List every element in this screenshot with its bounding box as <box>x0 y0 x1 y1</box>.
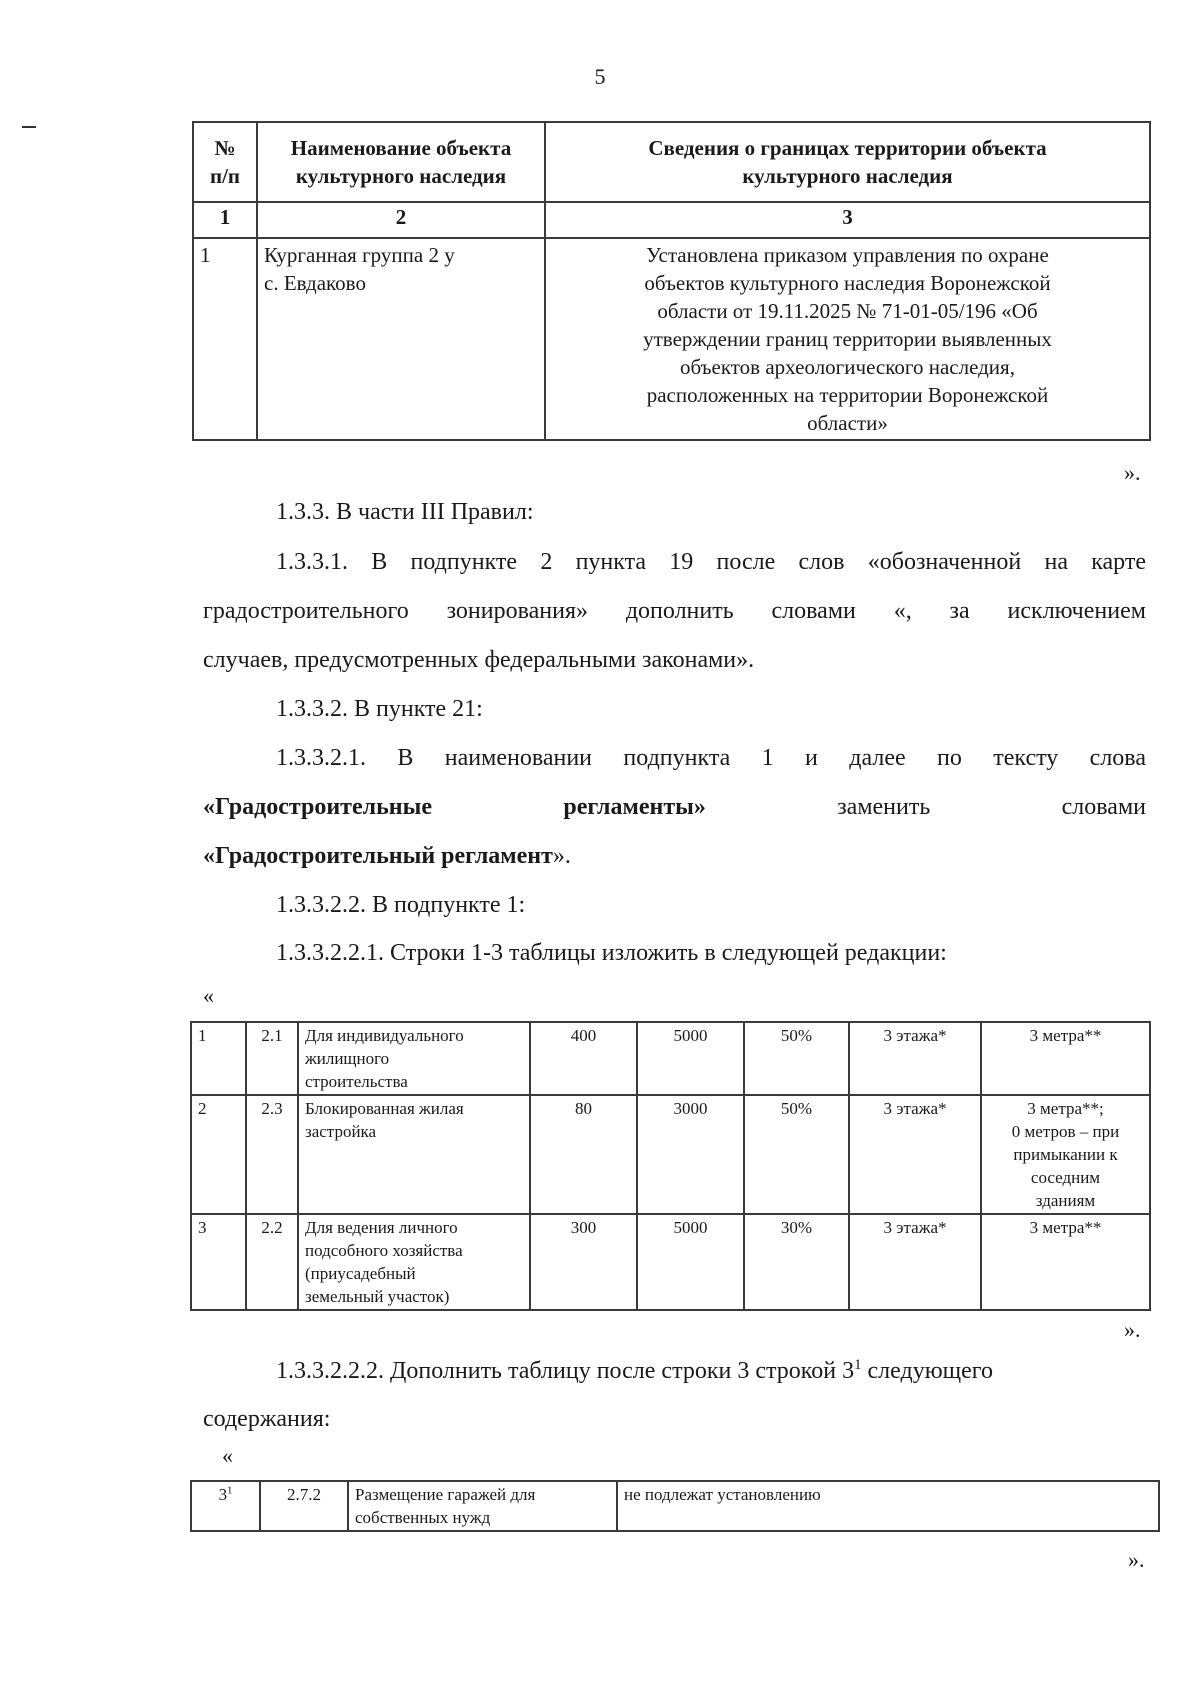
paragraph-1-3-3-2-2-2-line1: 1.3.3.2.2.2. Дополнить таблицу после строки 3 строкой $3^1$ следующего <box>276 1357 994 1384</box>
row-num: 2 <box>191 1095 246 1214</box>
margin-mark <box>22 126 36 128</box>
paragraph-1-3-3-2: 1.3.3.2. В пункте 21: <box>276 696 483 722</box>
use-name: Размещение гаражей для собственных нужд <box>348 1481 617 1531</box>
max-area: 5000 <box>637 1022 744 1095</box>
table-row <box>191 1095 1150 1214</box>
use-name: Блокированная жилая застройка <box>298 1095 530 1214</box>
min-area: 300 <box>530 1214 637 1310</box>
use-code: 2.2 <box>246 1214 298 1310</box>
row-num: 3 <box>191 1214 246 1310</box>
row-num: $3^1$ <box>191 1481 260 1531</box>
heritage-table <box>192 121 1151 441</box>
paragraph-1-3-3-1-line1: 1.3.3.1. В подпункте 2 пункта 19 после слов «обозначенной на карте <box>276 549 1146 575</box>
row-num: 1 <box>191 1022 246 1095</box>
page-number: 5 <box>594 64 606 89</box>
floors: 3 этажа* <box>849 1022 981 1095</box>
paragraph-1-3-3-2-1-line1: 1.3.3.2.1. В наименовании подпункта 1 и далее по тексту слова <box>276 745 1146 771</box>
min-area: 400 <box>530 1022 637 1095</box>
regulations-table <box>190 1021 1151 1311</box>
paragraph-1-3-3-2-2: 1.3.3.2.2. В подпункте 1: <box>276 892 526 918</box>
setback: 3 метра**; 0 метров – при примыкании к соседним зданиям <box>981 1095 1150 1214</box>
header-name: Наименование объекта культурного наследия <box>257 122 545 202</box>
use-code: 2.3 <box>246 1095 298 1214</box>
percent: 50% <box>744 1022 849 1095</box>
close-quote: ». <box>1124 460 1141 485</box>
table-row <box>191 1481 1159 1531</box>
boundary-info: Установлена приказом управления по охране объектов культурного наследия Воронежской области от 19.11.2025 № 71-01-05/196 «Об утверждении границ территории выявленных объектов археологического наследия, расположенных на территории Воронежской области» <box>545 238 1150 440</box>
col-number-3: 3 <box>545 202 1150 238</box>
floors: 3 этажа* <box>849 1095 981 1214</box>
paragraph-1-3-3-2-1-line2: «Градостроительные регламенты» заменить словами <box>203 794 1146 820</box>
use-name: Для индивидуального жилищного строительства <box>298 1022 530 1095</box>
table-row <box>191 1022 1150 1095</box>
close-quote: ». <box>1124 1317 1141 1342</box>
paragraph-1-3-3-2-2-1: 1.3.3.2.2.1. Строки 1-3 таблицы изложить в следующей редакции: <box>276 940 947 966</box>
max-area: 5000 <box>637 1214 744 1310</box>
setback: 3 метра** <box>981 1214 1150 1310</box>
col-number-2: 2 <box>257 202 545 238</box>
paragraph-1-3-3-2-2-2-line2: содержания: <box>203 1406 331 1432</box>
use-code: 2.1 <box>246 1022 298 1095</box>
header-num: № п/п <box>193 122 257 202</box>
garage-row-table <box>190 1480 1160 1532</box>
open-quote: « <box>222 1443 233 1468</box>
floors: 3 этажа* <box>849 1214 981 1310</box>
col-number-1: 1 <box>193 202 257 238</box>
header-boundaries: Сведения о границах территории объекта культурного наследия <box>545 122 1150 202</box>
open-quote: « <box>203 983 214 1008</box>
max-area: 3000 <box>637 1095 744 1214</box>
object-name: Курганная группа 2 у с. Евдаково <box>257 238 545 440</box>
percent: 30% <box>744 1214 849 1310</box>
row-num: 1 <box>193 238 257 440</box>
use-code: 2.7.2 <box>260 1481 348 1531</box>
paragraph-1-3-3-2-1-line3: «Градостроительный регламент». <box>203 843 571 869</box>
min-area: 80 <box>530 1095 637 1214</box>
close-quote: ». <box>1128 1547 1145 1572</box>
paragraph-1-3-3-1-line3: случаев, предусмотренных федеральными законами». <box>203 647 755 673</box>
use-name: Для ведения личного подсобного хозяйства (приусадебный земельный участок) <box>298 1214 530 1310</box>
table-row <box>191 1214 1150 1310</box>
not-set-value: не подлежат установлению <box>617 1481 1159 1531</box>
paragraph-1-3-3: 1.3.3. В части III Правил: <box>276 499 534 525</box>
paragraph-1-3-3-1-line2: градостроительного зонирования» дополнить словами «, за исключением <box>203 598 1146 624</box>
setback: 3 метра** <box>981 1022 1150 1095</box>
percent: 50% <box>744 1095 849 1214</box>
